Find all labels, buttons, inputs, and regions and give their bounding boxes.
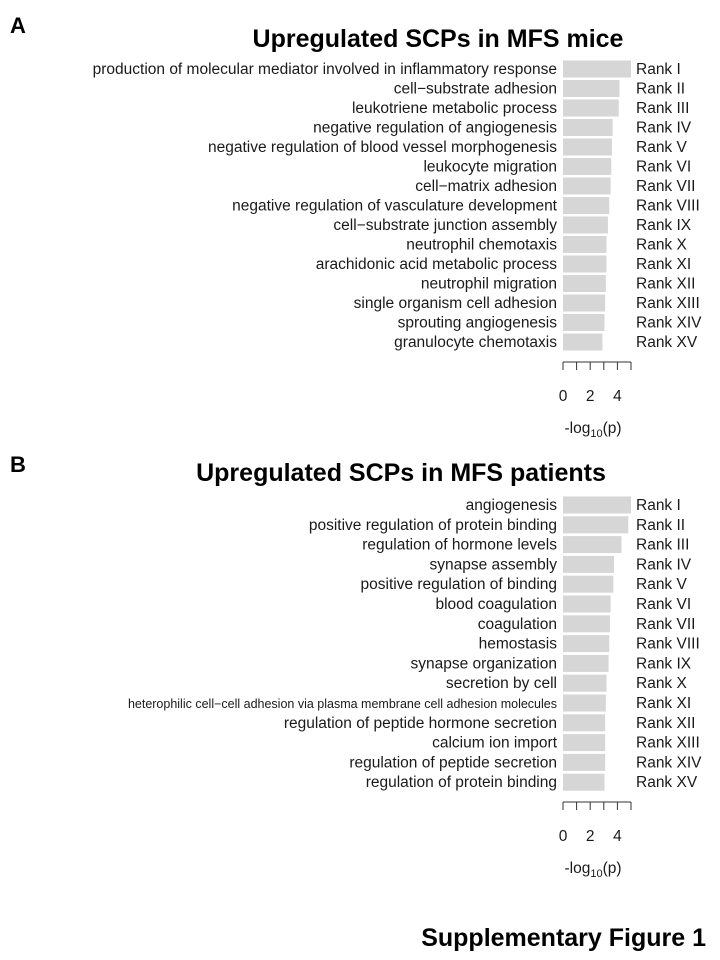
panel-a	[10, 13, 702, 440]
panel-b-letter: B	[10, 452, 26, 477]
panel-b-bar	[563, 635, 609, 652]
panel-a-term-label: negative regulation of blood vessel morphogenesis	[208, 139, 557, 156]
panel-b-term-label: regulation of hormone levels	[362, 536, 557, 554]
panel-a-rank-label: Rank XI	[636, 256, 692, 273]
panel-b-term-label: heterophilic cell−cell adhesion via plasma membrane cell adhesion molecules	[127, 697, 557, 711]
panel-b-term-label: angiogenesis	[465, 497, 557, 514]
panel-b-rank-label: Rank V	[636, 576, 687, 594]
panel-b-bar	[563, 516, 628, 533]
panel-a-rank-label: Rank VII	[636, 178, 696, 195]
panel-b-x-axis-label: $-\log_{10}(p)$	[564, 860, 622, 880]
panel-a-term-label: neutrophil migration	[420, 275, 557, 293]
panel-a-rank-label: Rank I	[636, 61, 681, 78]
panel-b-rank-label: Rank XV	[636, 774, 698, 792]
panel-a-bar	[563, 119, 613, 136]
panel-a-rank-label: Rank XII	[636, 275, 696, 293]
panel-b-tick-label: 4	[613, 828, 622, 845]
panel-b-term-label: coagulation	[477, 615, 557, 633]
panel-a-rank-label: Rank II	[636, 80, 686, 98]
panel-a-title: Upregulated SCPs in MFS mice	[252, 25, 624, 53]
panel-a-bar	[563, 158, 611, 175]
panel-b-term-label: positive regulation of protein binding	[308, 516, 557, 534]
panel-b-rank-label: Rank XIII	[636, 734, 700, 752]
panel-a-rank-label: Rank VIII	[636, 197, 700, 215]
panel-b-term-label: calcium ion import	[432, 734, 557, 752]
panel-a-bar	[563, 197, 609, 214]
panel-b-term-label: positive regulation of binding	[360, 576, 557, 594]
figure-caption: Supplementary Figure 1	[421, 924, 706, 952]
panel-b-rank-label: Rank IX	[636, 655, 692, 673]
panel-b-bar	[563, 576, 613, 593]
panel-b-rank-label: Rank XII	[636, 714, 696, 732]
panel-a-bar	[563, 295, 605, 312]
panel-a-rank-label: Rank X	[636, 236, 687, 254]
panel-b-term-label: synapse organization	[410, 655, 557, 673]
panel-b-bar	[563, 675, 607, 692]
panel-b-rank-label: Rank X	[636, 675, 687, 693]
panel-a-rank-label: Rank III	[636, 100, 690, 117]
panel-b-rank-label: Rank III	[636, 536, 690, 554]
panel-a-term-label: cell−substrate junction assembly	[333, 217, 557, 234]
panel-b-rank-label: Rank XI	[636, 695, 692, 712]
panel-b-term-label: regulation of peptide hormone secretion	[283, 714, 557, 732]
panel-a-term-label: cell−matrix adhesion	[415, 178, 557, 195]
panel-a-x-axis-label: $-\log_{10}(p)$	[564, 420, 622, 440]
panel-b-term-label: hemostasis	[478, 635, 557, 653]
panel-a-rank-label: Rank XV	[636, 334, 698, 351]
panel-b-bar	[563, 596, 611, 613]
panel-b-rank-label: Rank XIV	[636, 754, 702, 772]
panel-a-term-label: sprouting angiogenesis	[397, 314, 557, 332]
panel-a-term-label: leukotriene metabolic process	[351, 100, 557, 117]
panel-a-tick-label: 0	[558, 388, 568, 405]
panel-b-term-label: secretion by cell	[445, 675, 557, 693]
panel-b-tick-label: 0	[558, 828, 568, 845]
panel-b-term-label: synapse assembly	[429, 556, 557, 574]
panel-a-rank-label: Rank XIII	[636, 295, 700, 312]
panel-a-bar	[563, 139, 612, 156]
panel-a-x-axis	[559, 362, 631, 405]
panel-b-bar	[563, 536, 621, 553]
panel-b-bar	[563, 754, 605, 771]
panel-b-rank-label: Rank II	[636, 516, 686, 534]
panel-b-bar	[563, 615, 610, 632]
panel-b-bar	[563, 774, 604, 791]
panel-a-rank-label: Rank XIV	[636, 314, 702, 332]
panel-b-bar	[563, 556, 614, 573]
panel-b-rank-label: Rank VII	[636, 615, 696, 633]
panel-a-term-label: arachidonic acid metabolic process	[315, 256, 557, 273]
panel-a-tick-label: 4	[613, 388, 622, 405]
panel-a-bar	[563, 275, 606, 292]
panel-b-rank-label: Rank VIII	[636, 635, 700, 653]
panel-a-rank-label: Rank IV	[636, 119, 692, 137]
panel-b-bar	[563, 695, 606, 712]
panel-a-term-label: negative regulation of vasculature development	[232, 197, 557, 215]
panel-a-tick-label: 2	[585, 388, 595, 405]
panel-b	[10, 452, 702, 880]
panel-b-bar	[563, 655, 609, 672]
panel-a-bar	[563, 80, 619, 97]
panel-b-term-label: regulation of peptide secretion	[349, 754, 557, 772]
panel-a-rank-label: Rank V	[636, 139, 687, 156]
panel-b-bar	[563, 734, 605, 751]
panel-b-bar	[563, 714, 605, 731]
panel-a-term-label: negative regulation of angiogenesis	[313, 119, 557, 137]
panel-b-tick-label: 2	[585, 828, 595, 845]
panel-a-bar	[563, 61, 631, 78]
panel-a-bar	[563, 100, 619, 117]
panel-a-letter: A	[10, 13, 26, 38]
panel-b-rank-label: Rank VI	[636, 596, 692, 613]
panel-a-bar	[563, 178, 611, 195]
panel-a-bar	[563, 314, 604, 331]
panel-a-rank-label: Rank IX	[636, 217, 692, 234]
panel-a-bar	[563, 256, 607, 273]
panel-b-term-label: blood coagulation	[435, 596, 557, 613]
panel-a-term-label: production of molecular mediator involved in inflammatory response	[92, 61, 557, 78]
panel-a-rows	[93, 61, 703, 352]
panel-a-term-label: neutrophil chemotaxis	[406, 236, 557, 254]
panel-a-term-label: cell−substrate adhesion	[393, 80, 557, 98]
panel-a-rank-label: Rank VI	[636, 158, 692, 176]
panel-a-term-label: leukocyte migration	[423, 158, 557, 176]
panel-b-bar	[563, 497, 631, 514]
panel-b-rows	[128, 497, 702, 792]
panel-a-term-label: granulocyte chemotaxis	[394, 334, 557, 351]
panel-a-bar	[563, 217, 608, 234]
panel-a-bar	[563, 334, 602, 351]
panel-b-x-axis	[559, 802, 631, 845]
panel-a-bar	[563, 236, 607, 253]
panel-b-title: Upregulated SCPs in MFS patients	[196, 459, 606, 487]
panel-b-rank-label: Rank I	[636, 497, 681, 514]
panel-a-term-label: single organism cell adhesion	[353, 295, 557, 312]
panel-b-rank-label: Rank IV	[636, 556, 692, 574]
panel-b-term-label: regulation of protein binding	[365, 774, 557, 792]
